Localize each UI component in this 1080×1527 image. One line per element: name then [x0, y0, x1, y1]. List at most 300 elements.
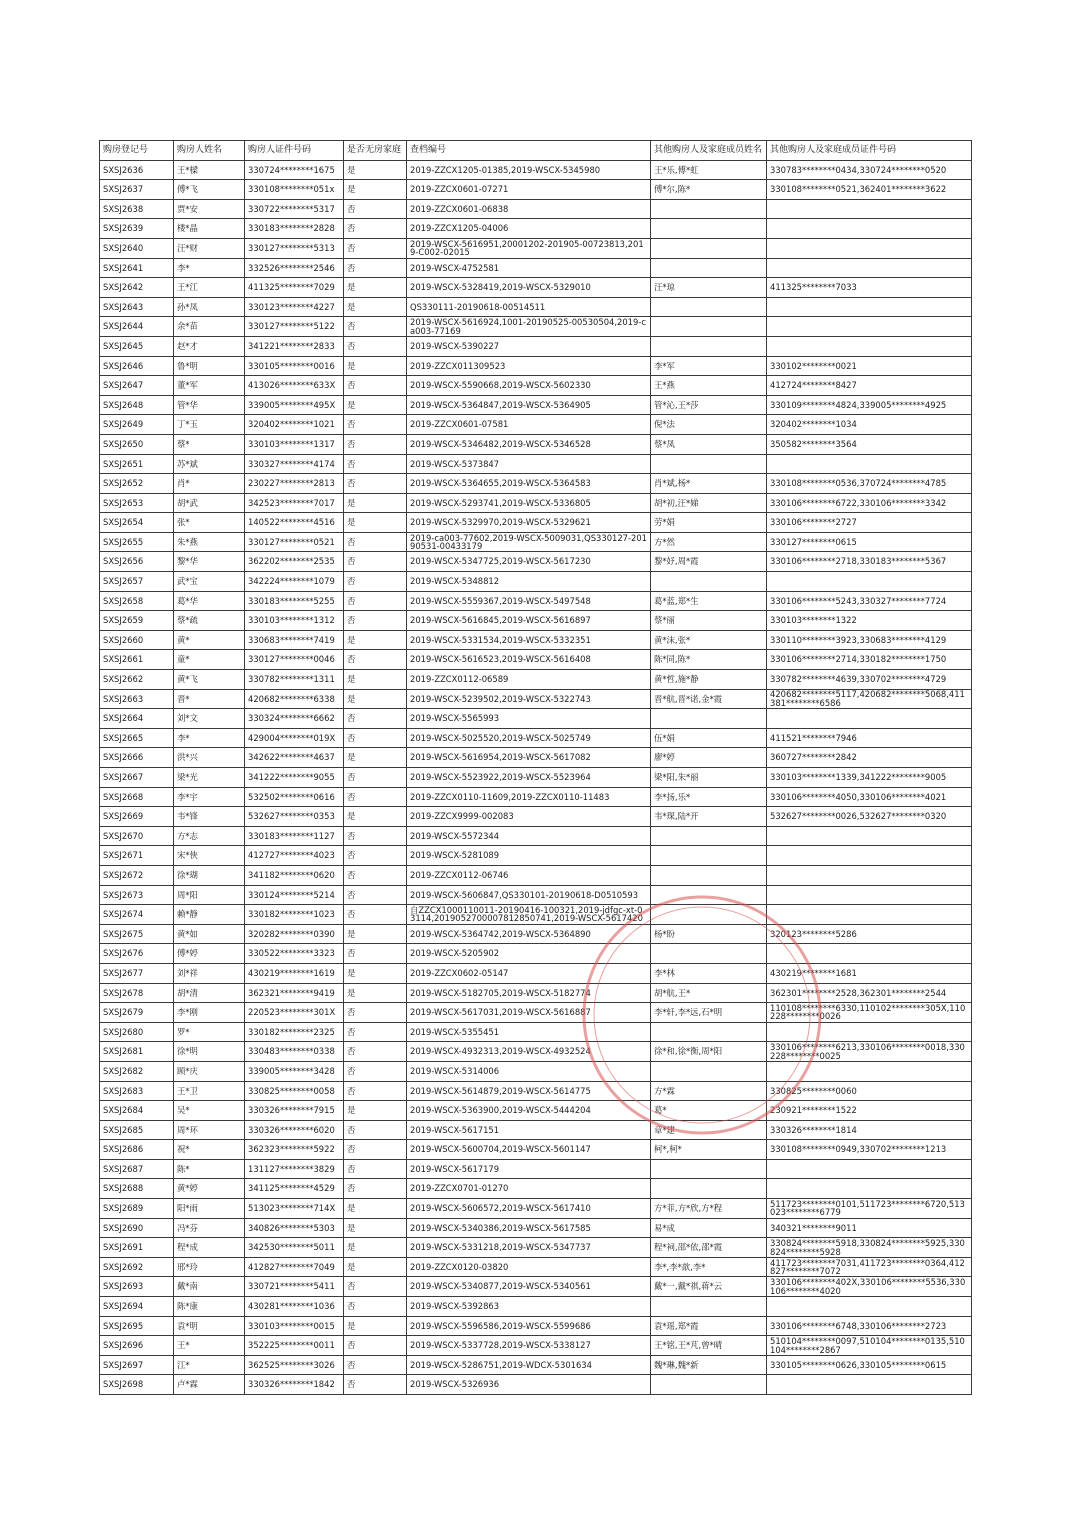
cell-registration-no: SXSJ2646	[100, 356, 174, 376]
cell-archive-no: 自ZZCX1000110011-20190416-100321,2019-jdfgc-xt-03114,2019052700007812850741,2019-WSCX-5617420	[407, 905, 651, 925]
cell-buyer-name: 阳*雨	[174, 1199, 245, 1219]
cell-no-house-family: 否	[344, 865, 407, 885]
cell-registration-no: SXSJ2686	[100, 1140, 174, 1160]
cell-archive-no: 2019-WSCX-5337728,2019-WSCX-5338127	[407, 1336, 651, 1356]
header-other-members-names: 其他购房人及家庭成员姓名	[651, 141, 767, 161]
table-row	[100, 552, 972, 572]
cell-buyer-id: 330326********1842	[245, 1375, 344, 1395]
cell-other-members-ids: 230921********1522	[767, 1101, 972, 1121]
table-row	[100, 670, 972, 690]
cell-no-house-family: 否	[344, 454, 407, 474]
cell-buyer-name: 王*卫	[174, 1081, 245, 1101]
table-row	[100, 1022, 972, 1042]
cell-no-house-family: 否	[344, 1355, 407, 1375]
cell-archive-no: 2019-ZZCX0120-03820	[407, 1257, 651, 1277]
cell-other-members-ids	[767, 865, 972, 885]
cell-no-house-family: 否	[344, 219, 407, 239]
cell-archive-no: 2019-WSCX-5347725,2019-WSCX-5617230	[407, 552, 651, 572]
cell-registration-no: SXSJ2663	[100, 689, 174, 709]
cell-buyer-name: 汪*财	[174, 238, 245, 258]
cell-other-members-ids	[767, 905, 972, 925]
cell-buyer-id: 532627********0353	[245, 807, 344, 827]
cell-other-members-ids	[767, 885, 972, 905]
cell-buyer-id: 140522********4516	[245, 513, 344, 533]
cell-archive-no: 2019-WSCX-5617151	[407, 1120, 651, 1140]
cell-archive-no: 2019-WSCX-5364742,2019-WSCX-5364890	[407, 924, 651, 944]
table-row	[100, 1081, 972, 1101]
cell-other-members-ids: 330782********4639,330702********4729	[767, 670, 972, 690]
cell-other-members-names: 章*建	[651, 1120, 767, 1140]
cell-archive-no: 2019-ZZCX1205-04006	[407, 219, 651, 239]
cell-other-members-names	[651, 1061, 767, 1081]
cell-other-members-ids: 532627********0026,532627********0320	[767, 807, 972, 827]
cell-buyer-name: 梁*光	[174, 768, 245, 788]
table-row	[100, 1101, 972, 1121]
cell-other-members-ids: 330102********0021	[767, 356, 972, 376]
cell-registration-no: SXSJ2656	[100, 552, 174, 572]
cell-other-members-ids: 330108********0949,330702********1213	[767, 1140, 972, 1160]
cell-buyer-name: 黎*华	[174, 552, 245, 572]
cell-archive-no: 2019-WSCX-5286751,2019-WDCX-5301634	[407, 1355, 651, 1375]
header-no-house-family: 是否无房家庭	[344, 141, 407, 161]
cell-no-house-family: 否	[344, 846, 407, 866]
cell-buyer-name: 赖*静	[174, 905, 245, 925]
cell-buyer-id: 411325********7029	[245, 278, 344, 298]
cell-other-members-names: 杨*盼	[651, 924, 767, 944]
cell-registration-no: SXSJ2693	[100, 1277, 174, 1297]
cell-other-members-ids	[767, 1022, 972, 1042]
cell-archive-no: 2019-WSCX-5328419,2019-WSCX-5329010	[407, 278, 651, 298]
table-row	[100, 572, 972, 592]
cell-registration-no: SXSJ2668	[100, 787, 174, 807]
cell-registration-no: SXSJ2647	[100, 376, 174, 396]
table-row	[100, 474, 972, 494]
cell-other-members-ids	[767, 846, 972, 866]
cell-archive-no: 2019-WSCX-5616924,1001-20190525-00530504,2019-ca003-77169	[407, 317, 651, 337]
cell-archive-no: 2019-WSCX-5616845,2019-WSCX-5616897	[407, 611, 651, 631]
table-row	[100, 689, 972, 709]
cell-archive-no: 2019-WSCX-5572344	[407, 826, 651, 846]
cell-other-members-ids: 330105********0626,330105********0615	[767, 1355, 972, 1375]
cell-registration-no: SXSJ2681	[100, 1042, 174, 1062]
cell-other-members-ids	[767, 336, 972, 356]
cell-no-house-family: 否	[344, 474, 407, 494]
table-row	[100, 1375, 972, 1395]
cell-registration-no: SXSJ2636	[100, 160, 174, 180]
cell-other-members-names	[651, 317, 767, 337]
cell-other-members-ids: 420682********5117,420682********5068,411381********6586	[767, 689, 972, 709]
cell-buyer-id: 330483********0338	[245, 1042, 344, 1062]
cell-buyer-id: 330721********5411	[245, 1277, 344, 1297]
cell-no-house-family: 否	[344, 1336, 407, 1356]
cell-archive-no: 2019-WSCX-5614879,2019-WSCX-5614775	[407, 1081, 651, 1101]
cell-buyer-name: 管*华	[174, 395, 245, 415]
cell-registration-no: SXSJ2675	[100, 924, 174, 944]
table-row	[100, 532, 972, 552]
cell-other-members-ids: 430219********1681	[767, 963, 972, 983]
cell-other-members-names	[651, 1297, 767, 1317]
cell-other-members-names: 管*沁,王*莎	[651, 395, 767, 415]
cell-archive-no: 2019-ca003-77602,2019-WSCX-5009031,QS330127-20190531-00433179	[407, 532, 651, 552]
cell-other-members-ids	[767, 572, 972, 592]
table-row	[100, 1336, 972, 1356]
cell-registration-no: SXSJ2654	[100, 513, 174, 533]
cell-no-house-family: 否	[344, 1140, 407, 1160]
cell-no-house-family: 否	[344, 238, 407, 258]
cell-other-members-names: 葛*蓝,郑*生	[651, 591, 767, 611]
cell-other-members-ids: 330326********1814	[767, 1120, 972, 1140]
cell-buyer-name: 苏*斌	[174, 454, 245, 474]
cell-buyer-name: 黄*	[174, 630, 245, 650]
cell-registration-no: SXSJ2648	[100, 395, 174, 415]
cell-archive-no: 2019-WSCX-5616523,2019-WSCX-5616408	[407, 650, 651, 670]
cell-no-house-family: 否	[344, 1277, 407, 1297]
cell-other-members-names: 黄*沫,张*	[651, 630, 767, 650]
cell-other-members-names	[651, 865, 767, 885]
cell-registration-no: SXSJ2691	[100, 1238, 174, 1258]
cell-buyer-id: 413026********633X	[245, 376, 344, 396]
cell-buyer-id: 342224********1079	[245, 572, 344, 592]
cell-buyer-name: 李*	[174, 258, 245, 278]
cell-buyer-name: 王*江	[174, 278, 245, 298]
cell-buyer-name: 邢*玲	[174, 1257, 245, 1277]
cell-buyer-id: 342622********4637	[245, 748, 344, 768]
cell-no-house-family: 否	[344, 650, 407, 670]
table-row	[100, 885, 972, 905]
cell-buyer-name: 鲁*明	[174, 356, 245, 376]
cell-buyer-name: 江*	[174, 1355, 245, 1375]
cell-buyer-id: 330105********0016	[245, 356, 344, 376]
cell-other-members-ids	[767, 199, 972, 219]
cell-buyer-name: 韦*锋	[174, 807, 245, 827]
cell-buyer-name: 贾*安	[174, 199, 245, 219]
cell-other-members-ids: 340321********9011	[767, 1218, 972, 1238]
cell-no-house-family: 否	[344, 434, 407, 454]
cell-buyer-name: 祝*	[174, 1140, 245, 1160]
table-row	[100, 983, 972, 1003]
cell-other-members-names: 程*祠,邵*依,邵*霞	[651, 1238, 767, 1258]
cell-buyer-id: 352225********0011	[245, 1336, 344, 1356]
cell-buyer-id: 330182********1023	[245, 905, 344, 925]
cell-buyer-name: 洪*兴	[174, 748, 245, 768]
cell-buyer-id: 330324********6662	[245, 709, 344, 729]
cell-buyer-name: 陈*康	[174, 1297, 245, 1317]
cell-registration-no: SXSJ2644	[100, 317, 174, 337]
cell-no-house-family: 否	[344, 1159, 407, 1179]
cell-other-members-names: 柯*,柯*	[651, 1140, 767, 1160]
cell-no-house-family: 否	[344, 728, 407, 748]
cell-registration-no: SXSJ2688	[100, 1179, 174, 1199]
cell-buyer-name: 戴*南	[174, 1277, 245, 1297]
cell-no-house-family: 是	[344, 513, 407, 533]
cell-other-members-ids	[767, 1159, 972, 1179]
cell-buyer-name: 刘*文	[174, 709, 245, 729]
table-row	[100, 728, 972, 748]
cell-other-members-names: 方*然	[651, 532, 767, 552]
cell-buyer-name: 董*军	[174, 376, 245, 396]
cell-no-house-family: 否	[344, 1179, 407, 1199]
cell-buyer-name: 孙*凤	[174, 297, 245, 317]
cell-buyer-name: 黄*飞	[174, 670, 245, 690]
cell-buyer-id: 220523********301X	[245, 1003, 344, 1023]
cell-no-house-family: 是	[344, 983, 407, 1003]
cell-buyer-id: 330782********1311	[245, 670, 344, 690]
cell-buyer-id: 131127********3829	[245, 1159, 344, 1179]
cell-buyer-id: 330183********5255	[245, 591, 344, 611]
cell-other-members-ids: 510104********0097,510104********0135,510104********2867	[767, 1336, 972, 1356]
cell-buyer-id: 341221********2833	[245, 336, 344, 356]
cell-no-house-family: 是	[344, 180, 407, 200]
cell-registration-no: SXSJ2659	[100, 611, 174, 631]
cell-other-members-names	[651, 1159, 767, 1179]
cell-no-house-family: 否	[344, 944, 407, 964]
cell-registration-no: SXSJ2690	[100, 1218, 174, 1238]
cell-registration-no: SXSJ2670	[100, 826, 174, 846]
cell-other-members-names	[651, 297, 767, 317]
cell-other-members-names: 倪*法	[651, 415, 767, 435]
table-row	[100, 395, 972, 415]
cell-buyer-id: 532502********0616	[245, 787, 344, 807]
cell-registration-no: SXSJ2662	[100, 670, 174, 690]
cell-no-house-family: 是	[344, 924, 407, 944]
cell-registration-no: SXSJ2642	[100, 278, 174, 298]
cell-other-members-names: 易*成	[651, 1218, 767, 1238]
table-row	[100, 924, 972, 944]
cell-buyer-id: 330327********4174	[245, 454, 344, 474]
cell-other-members-names: 李*,李*歆,李*	[651, 1257, 767, 1277]
cell-other-members-ids: 330825********0060	[767, 1081, 972, 1101]
cell-buyer-name: 吴*	[174, 1101, 245, 1121]
cell-no-house-family: 否	[344, 611, 407, 631]
cell-other-members-names: 廖*婷	[651, 748, 767, 768]
table-row	[100, 1042, 972, 1062]
cell-registration-no: SXSJ2682	[100, 1061, 174, 1081]
cell-other-members-ids: 330106********2718,330183********5367	[767, 552, 972, 572]
cell-registration-no: SXSJ2653	[100, 493, 174, 513]
cell-no-house-family: 否	[344, 415, 407, 435]
cell-other-members-names	[651, 572, 767, 592]
cell-other-members-ids	[767, 709, 972, 729]
cell-other-members-ids: 330109********4824,339005********4925	[767, 395, 972, 415]
cell-archive-no: 2019-WSCX-5355451	[407, 1022, 651, 1042]
cell-other-members-ids	[767, 1179, 972, 1199]
cell-buyer-name: 童*	[174, 650, 245, 670]
table-row	[100, 493, 972, 513]
cell-buyer-name: 黄*婷	[174, 1179, 245, 1199]
table-row	[100, 1159, 972, 1179]
cell-other-members-names: 戴*一,戴*祺,蒋*云	[651, 1277, 767, 1297]
cell-registration-no: SXSJ2658	[100, 591, 174, 611]
cell-buyer-id: 330108********051x	[245, 180, 344, 200]
cell-archive-no: 2019-ZZCX0112-06589	[407, 670, 651, 690]
cell-buyer-id: 330103********1317	[245, 434, 344, 454]
cell-archive-no: 2019-WSCX-5205902	[407, 944, 651, 964]
table-row	[100, 434, 972, 454]
table-row	[100, 787, 972, 807]
table-row	[100, 748, 972, 768]
cell-other-members-names: 王*铭,王*芃,曾*晴	[651, 1336, 767, 1356]
cell-archive-no: 2019-ZZCX0112-06746	[407, 865, 651, 885]
table-row	[100, 611, 972, 631]
cell-registration-no: SXSJ2697	[100, 1355, 174, 1375]
cell-other-members-ids: 330824********5918,330824********5925,330824********5928	[767, 1238, 972, 1258]
cell-buyer-name: 武*宝	[174, 572, 245, 592]
cell-archive-no: 2019-WSCX-5590668,2019-WSCX-5602330	[407, 376, 651, 396]
cell-no-house-family: 否	[344, 1081, 407, 1101]
cell-other-members-ids: 110108********6330,110102********305X,110228********0026	[767, 1003, 972, 1023]
cell-registration-no: SXSJ2645	[100, 336, 174, 356]
cell-other-members-ids	[767, 219, 972, 239]
cell-other-members-ids	[767, 317, 972, 337]
cell-other-members-ids: 412724********8427	[767, 376, 972, 396]
cell-buyer-id: 513023********714X	[245, 1199, 344, 1219]
cell-other-members-ids: 350582********3564	[767, 434, 972, 454]
cell-archive-no: 2019-ZZCX0601-07581	[407, 415, 651, 435]
cell-archive-no: 2019-WSCX-5364847,2019-WSCX-5364905	[407, 395, 651, 415]
cell-no-house-family: 是	[344, 630, 407, 650]
cell-other-members-names: 徐*和,徐*衡,周*阳	[651, 1042, 767, 1062]
cell-archive-no: 2019-WSCX-5025520,2019-WSCX-5025749	[407, 728, 651, 748]
cell-other-members-ids	[767, 944, 972, 964]
cell-buyer-id: 430219********1619	[245, 963, 344, 983]
cell-other-members-ids: 411325********7033	[767, 278, 972, 298]
cell-registration-no: SXSJ2657	[100, 572, 174, 592]
table-row	[100, 258, 972, 278]
cell-other-members-names	[651, 238, 767, 258]
cell-other-members-ids: 330106********6213,330106********0018,330228********0025	[767, 1042, 972, 1062]
cell-archive-no: 2019-WSCX-5617179	[407, 1159, 651, 1179]
cell-archive-no: 2019-ZZCX1205-01385,2019-WSCX-5345980	[407, 160, 651, 180]
cell-archive-no: 2019-WSCX-5182705,2019-WSCX-5182774	[407, 983, 651, 1003]
cell-archive-no: 2019-WSCX-5559367,2019-WSCX-5497548	[407, 591, 651, 611]
cell-no-house-family: 是	[344, 278, 407, 298]
cell-registration-no: SXSJ2640	[100, 238, 174, 258]
cell-no-house-family: 是	[344, 1238, 407, 1258]
table-row	[100, 865, 972, 885]
cell-other-members-ids	[767, 258, 972, 278]
cell-no-house-family: 是	[344, 689, 407, 709]
table-row	[100, 1003, 972, 1023]
cell-other-members-names: 李*军	[651, 356, 767, 376]
cell-no-house-family: 是	[344, 807, 407, 827]
cell-no-house-family: 否	[344, 572, 407, 592]
cell-other-members-names: 蔡*丽	[651, 611, 767, 631]
cell-other-members-names: 陈*同,陈*	[651, 650, 767, 670]
cell-buyer-name: 刘*祥	[174, 963, 245, 983]
cell-buyer-name: 宋*俠	[174, 846, 245, 866]
cell-no-house-family: 否	[344, 258, 407, 278]
cell-buyer-id: 412727********4023	[245, 846, 344, 866]
cell-buyer-id: 330326********6020	[245, 1120, 344, 1140]
cell-buyer-id: 330182********2325	[245, 1022, 344, 1042]
cell-other-members-ids: 330783********0434,330724********0520	[767, 160, 972, 180]
cell-registration-no: SXSJ2689	[100, 1199, 174, 1219]
cell-registration-no: SXSJ2687	[100, 1159, 174, 1179]
table-row	[100, 944, 972, 964]
cell-other-members-names: 胡*航,王*	[651, 983, 767, 1003]
cell-archive-no: QS330111-20190618-00514511	[407, 297, 651, 317]
cell-buyer-name: 王*樑	[174, 160, 245, 180]
cell-other-members-names	[651, 905, 767, 925]
cell-buyer-name: 王*	[174, 1336, 245, 1356]
cell-archive-no: 2019-WSCX-5363900,2019-WSCX-5444204	[407, 1101, 651, 1121]
cell-other-members-names	[651, 709, 767, 729]
cell-buyer-name: 方*志	[174, 826, 245, 846]
cell-buyer-id: 330183********2828	[245, 219, 344, 239]
table-row	[100, 1179, 972, 1199]
cell-other-members-names: 蔡*凤	[651, 434, 767, 454]
cell-buyer-id: 330127********5313	[245, 238, 344, 258]
cell-other-members-names	[651, 199, 767, 219]
cell-buyer-name: 蔡*疏	[174, 611, 245, 631]
cell-buyer-id: 332526********2546	[245, 258, 344, 278]
cell-buyer-name: 傅*婷	[174, 944, 245, 964]
cell-other-members-names	[651, 336, 767, 356]
cell-registration-no: SXSJ2679	[100, 1003, 174, 1023]
cell-archive-no: 2019-WSCX-5364655,2019-WSCX-5364583	[407, 474, 651, 494]
cell-buyer-name: 冯*芬	[174, 1218, 245, 1238]
cell-registration-no: SXSJ2639	[100, 219, 174, 239]
cell-other-members-names: 汪*琼	[651, 278, 767, 298]
cell-buyer-id: 362202********2535	[245, 552, 344, 572]
cell-archive-no: 2019-WSCX-5596586,2019-WSCX-5599686	[407, 1316, 651, 1336]
table-row	[100, 180, 972, 200]
table-row	[100, 846, 972, 866]
cell-no-house-family: 是	[344, 1316, 407, 1336]
table-row	[100, 807, 972, 827]
cell-no-house-family: 否	[344, 787, 407, 807]
cell-buyer-name: 胡*武	[174, 493, 245, 513]
cell-buyer-id: 330183********1127	[245, 826, 344, 846]
cell-buyer-name: 袁*明	[174, 1316, 245, 1336]
cell-buyer-id: 330127********5122	[245, 317, 344, 337]
cell-other-members-names: 葛*	[651, 1101, 767, 1121]
cell-other-members-names	[651, 258, 767, 278]
table-row	[100, 630, 972, 650]
table-row	[100, 768, 972, 788]
header-registration-no: 购房登记号	[100, 141, 174, 161]
table-row	[100, 219, 972, 239]
cell-no-house-family: 否	[344, 1061, 407, 1081]
cell-no-house-family: 否	[344, 336, 407, 356]
cell-archive-no: 2019-WSCX-4932313,2019-WSCX-4932524	[407, 1042, 651, 1062]
cell-no-house-family: 否	[344, 1375, 407, 1395]
cell-archive-no: 2019-WSCX-5331218,2019-WSCX-5347737	[407, 1238, 651, 1258]
cell-other-members-names	[651, 826, 767, 846]
cell-other-members-ids: 330108********0536,370724********4785	[767, 474, 972, 494]
cell-other-members-ids: 320402********1034	[767, 415, 972, 435]
cell-registration-no: SXSJ2678	[100, 983, 174, 1003]
cell-registration-no: SXSJ2677	[100, 963, 174, 983]
header-buyer-name: 购房人姓名	[174, 141, 245, 161]
cell-registration-no: SXSJ2643	[100, 297, 174, 317]
cell-registration-no: SXSJ2665	[100, 728, 174, 748]
cell-other-members-names: 方*菲,方*欣,方*程	[651, 1199, 767, 1219]
cell-other-members-ids: 330110********3923,330683********4129	[767, 630, 972, 650]
cell-no-house-family: 否	[344, 905, 407, 925]
cell-buyer-name: 李*刚	[174, 1003, 245, 1023]
cell-other-members-ids: 411521********7946	[767, 728, 972, 748]
cell-buyer-id: 430281********1036	[245, 1297, 344, 1317]
cell-no-house-family: 否	[344, 768, 407, 788]
cell-archive-no: 2019-WSCX-5326936	[407, 1375, 651, 1395]
cell-no-house-family: 否	[344, 1022, 407, 1042]
cell-no-house-family: 是	[344, 963, 407, 983]
cell-no-house-family: 否	[344, 885, 407, 905]
cell-buyer-name: 肖*	[174, 474, 245, 494]
cell-registration-no: SXSJ2660	[100, 630, 174, 650]
cell-no-house-family: 是	[344, 356, 407, 376]
